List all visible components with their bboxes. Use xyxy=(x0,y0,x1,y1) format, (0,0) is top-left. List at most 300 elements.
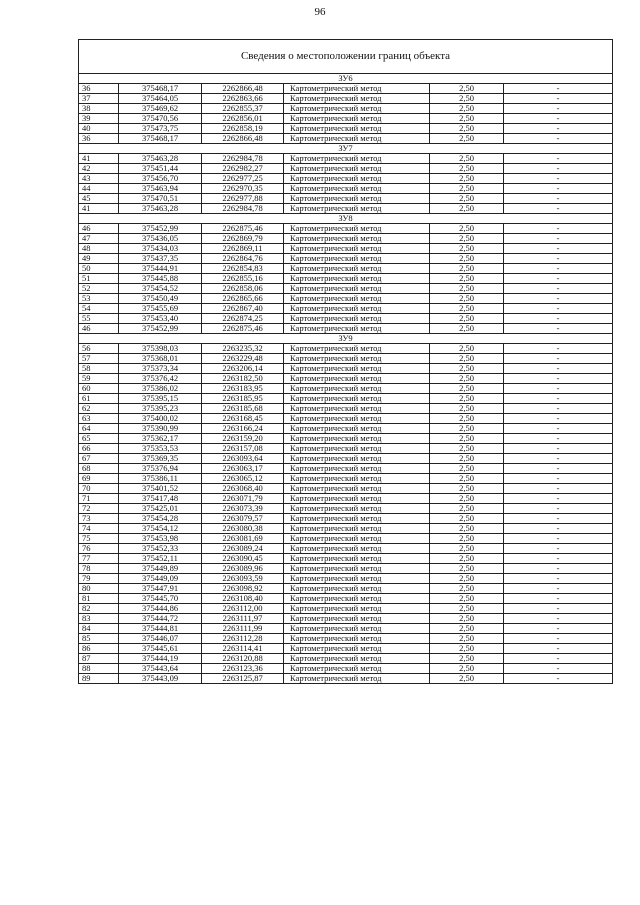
table-row xyxy=(79,424,613,434)
accuracy-cell: 2,50 xyxy=(430,554,504,564)
y-coordinate-cell: 2262970,35 xyxy=(202,184,284,194)
point-number-cell: 76 xyxy=(79,544,119,554)
table-row xyxy=(79,614,613,624)
table-row xyxy=(79,84,613,94)
point-number-cell: 47 xyxy=(79,234,119,244)
y-coordinate-cell: 2263125,87 xyxy=(202,674,284,684)
y-coordinate-cell: 2263157,08 xyxy=(202,444,284,454)
method-cell: Картометрический метод xyxy=(284,594,430,604)
method-cell: Картометрический метод xyxy=(284,424,430,434)
x-coordinate-cell: 375434,03 xyxy=(119,244,202,254)
table-row xyxy=(79,554,613,564)
accuracy-cell: 2,50 xyxy=(430,484,504,494)
description-cell: - xyxy=(504,634,613,644)
method-cell: Картометрический метод xyxy=(284,344,430,354)
accuracy-cell: 2,50 xyxy=(430,204,504,214)
point-number-cell: 67 xyxy=(79,454,119,464)
accuracy-cell: 2,50 xyxy=(430,404,504,414)
method-cell: Картометрический метод xyxy=(284,294,430,304)
description-cell: - xyxy=(504,514,613,524)
description-cell: - xyxy=(504,154,613,164)
description-cell: - xyxy=(504,434,613,444)
point-number-cell: 51 xyxy=(79,274,119,284)
y-coordinate-cell: 2262866,48 xyxy=(202,84,284,94)
point-number-cell: 68 xyxy=(79,464,119,474)
accuracy-cell: 2,50 xyxy=(430,354,504,364)
x-coordinate-cell: 375455,69 xyxy=(119,304,202,314)
method-cell: Картометрический метод xyxy=(284,444,430,454)
x-coordinate-cell: 375463,28 xyxy=(119,204,202,214)
description-cell: - xyxy=(504,394,613,404)
point-number-cell: 65 xyxy=(79,434,119,444)
table-row xyxy=(79,284,613,294)
y-coordinate-cell: 2263168,45 xyxy=(202,414,284,424)
y-coordinate-cell: 2263093,59 xyxy=(202,574,284,584)
y-coordinate-cell: 2262875,46 xyxy=(202,324,284,334)
table-row xyxy=(79,274,613,284)
description-cell: - xyxy=(504,324,613,334)
accuracy-cell: 2,50 xyxy=(430,234,504,244)
x-coordinate-cell: 375369,35 xyxy=(119,454,202,464)
accuracy-cell: 2,50 xyxy=(430,274,504,284)
description-cell: - xyxy=(504,274,613,284)
description-cell: - xyxy=(504,104,613,114)
description-cell: - xyxy=(504,584,613,594)
accuracy-cell: 2,50 xyxy=(430,194,504,204)
method-cell: Картометрический метод xyxy=(284,374,430,384)
accuracy-cell: 2,50 xyxy=(430,574,504,584)
y-coordinate-cell: 2262869,11 xyxy=(202,244,284,254)
method-cell: Картометрический метод xyxy=(284,274,430,284)
accuracy-cell: 2,50 xyxy=(430,394,504,404)
x-coordinate-cell: 375445,88 xyxy=(119,274,202,284)
description-cell: - xyxy=(504,194,613,204)
accuracy-cell: 2,50 xyxy=(430,244,504,254)
y-coordinate-cell: 2263229,48 xyxy=(202,354,284,364)
accuracy-cell: 2,50 xyxy=(430,94,504,104)
accuracy-cell: 2,50 xyxy=(430,414,504,424)
y-coordinate-cell: 2263112,28 xyxy=(202,634,284,644)
x-coordinate-cell: 375464,05 xyxy=(119,94,202,104)
x-coordinate-cell: 375386,02 xyxy=(119,384,202,394)
table-row xyxy=(79,184,613,194)
point-number-cell: 36 xyxy=(79,134,119,144)
point-number-cell: 42 xyxy=(79,164,119,174)
x-coordinate-cell: 375386,11 xyxy=(119,474,202,484)
accuracy-cell: 2,50 xyxy=(430,324,504,334)
point-number-cell: 46 xyxy=(79,224,119,234)
x-coordinate-cell: 375452,33 xyxy=(119,544,202,554)
y-coordinate-cell: 2262863,66 xyxy=(202,94,284,104)
table-row xyxy=(79,654,613,664)
accuracy-cell: 2,50 xyxy=(430,104,504,114)
point-number-cell: 84 xyxy=(79,624,119,634)
table-row xyxy=(79,674,613,684)
table-row xyxy=(79,104,613,114)
method-cell: Картометрический метод xyxy=(284,204,430,214)
group-header-row xyxy=(79,334,613,344)
accuracy-cell: 2,50 xyxy=(430,444,504,454)
accuracy-cell: 2,50 xyxy=(430,264,504,274)
method-cell: Картометрический метод xyxy=(284,584,430,594)
x-coordinate-cell: 375449,89 xyxy=(119,564,202,574)
method-cell: Картометрический метод xyxy=(284,234,430,244)
method-cell: Картометрический метод xyxy=(284,464,430,474)
group-header-row xyxy=(79,144,613,154)
table-row xyxy=(79,604,613,614)
point-number-cell: 58 xyxy=(79,364,119,374)
accuracy-cell: 2,50 xyxy=(430,614,504,624)
x-coordinate-cell: 375401,52 xyxy=(119,484,202,494)
accuracy-cell: 2,50 xyxy=(430,564,504,574)
method-cell: Картометрический метод xyxy=(284,564,430,574)
point-number-cell: 73 xyxy=(79,514,119,524)
accuracy-cell: 2,50 xyxy=(430,474,504,484)
point-number-cell: 80 xyxy=(79,584,119,594)
y-coordinate-cell: 2262977,25 xyxy=(202,174,284,184)
accuracy-cell: 2,50 xyxy=(430,524,504,534)
x-coordinate-cell: 375395,23 xyxy=(119,404,202,414)
point-number-cell: 87 xyxy=(79,654,119,664)
method-cell: Картометрический метод xyxy=(284,134,430,144)
point-number-cell: 49 xyxy=(79,254,119,264)
method-cell: Картометрический метод xyxy=(284,494,430,504)
accuracy-cell: 2,50 xyxy=(430,634,504,644)
y-coordinate-cell: 2263123,36 xyxy=(202,664,284,674)
x-coordinate-cell: 375463,28 xyxy=(119,154,202,164)
point-number-cell: 83 xyxy=(79,614,119,624)
x-coordinate-cell: 375454,12 xyxy=(119,524,202,534)
description-cell: - xyxy=(504,644,613,654)
accuracy-cell: 2,50 xyxy=(430,624,504,634)
x-coordinate-cell: 375444,91 xyxy=(119,264,202,274)
point-number-cell: 74 xyxy=(79,524,119,534)
description-cell: - xyxy=(504,614,613,624)
y-coordinate-cell: 2262869,79 xyxy=(202,234,284,244)
accuracy-cell: 2,50 xyxy=(430,544,504,554)
description-cell: - xyxy=(504,164,613,174)
x-coordinate-cell: 375398,03 xyxy=(119,344,202,354)
table-row xyxy=(79,194,613,204)
method-cell: Картометрический метод xyxy=(284,394,430,404)
accuracy-cell: 2,50 xyxy=(430,514,504,524)
accuracy-cell: 2,50 xyxy=(430,504,504,514)
x-coordinate-cell: 375353,53 xyxy=(119,444,202,454)
table-row xyxy=(79,384,613,394)
accuracy-cell: 2,50 xyxy=(430,364,504,374)
table-row xyxy=(79,474,613,484)
x-coordinate-cell: 375468,17 xyxy=(119,84,202,94)
description-cell: - xyxy=(504,234,613,244)
description-cell: - xyxy=(504,254,613,264)
point-number-cell: 36 xyxy=(79,84,119,94)
table-title-row xyxy=(79,40,613,74)
accuracy-cell: 2,50 xyxy=(430,584,504,594)
method-cell: Картометрический метод xyxy=(284,314,430,324)
point-number-cell: 72 xyxy=(79,504,119,514)
method-cell: Картометрический метод xyxy=(284,404,430,414)
y-coordinate-cell: 2263120,88 xyxy=(202,654,284,664)
x-coordinate-cell: 375444,81 xyxy=(119,624,202,634)
y-coordinate-cell: 2263185,95 xyxy=(202,394,284,404)
table-row xyxy=(79,304,613,314)
table-row xyxy=(79,374,613,384)
table-row xyxy=(79,94,613,104)
x-coordinate-cell: 375452,99 xyxy=(119,324,202,334)
point-number-cell: 70 xyxy=(79,484,119,494)
accuracy-cell: 2,50 xyxy=(430,594,504,604)
method-cell: Картометрический метод xyxy=(284,414,430,424)
y-coordinate-cell: 2263079,57 xyxy=(202,514,284,524)
accuracy-cell: 2,50 xyxy=(430,174,504,184)
table-row xyxy=(79,434,613,444)
accuracy-cell: 2,50 xyxy=(430,344,504,354)
table-row xyxy=(79,584,613,594)
point-number-cell: 50 xyxy=(79,264,119,274)
method-cell: Картометрический метод xyxy=(284,474,430,484)
method-cell: Картометрический метод xyxy=(284,124,430,134)
x-coordinate-cell: 375454,28 xyxy=(119,514,202,524)
accuracy-cell: 2,50 xyxy=(430,644,504,654)
y-coordinate-cell: 2262984,78 xyxy=(202,204,284,214)
accuracy-cell: 2,50 xyxy=(430,424,504,434)
method-cell: Картометрический метод xyxy=(284,384,430,394)
table-row xyxy=(79,564,613,574)
point-number-cell: 81 xyxy=(79,594,119,604)
table-row xyxy=(79,394,613,404)
x-coordinate-cell: 375469,62 xyxy=(119,104,202,114)
x-coordinate-cell: 375452,11 xyxy=(119,554,202,564)
y-coordinate-cell: 2263111,99 xyxy=(202,624,284,634)
table-row xyxy=(79,114,613,124)
accuracy-cell: 2,50 xyxy=(430,114,504,124)
point-number-cell: 86 xyxy=(79,644,119,654)
method-cell: Картометрический метод xyxy=(284,634,430,644)
group-header-row xyxy=(79,74,613,84)
description-cell: - xyxy=(504,114,613,124)
description-cell: - xyxy=(504,374,613,384)
table-row xyxy=(79,534,613,544)
table-row xyxy=(79,124,613,134)
group-name: ЗУ9 xyxy=(79,334,613,344)
x-coordinate-cell: 375444,19 xyxy=(119,654,202,664)
table-row xyxy=(79,204,613,214)
description-cell: - xyxy=(504,414,613,424)
table-row xyxy=(79,324,613,334)
description-cell: - xyxy=(504,504,613,514)
description-cell: - xyxy=(504,124,613,134)
accuracy-cell: 2,50 xyxy=(430,224,504,234)
point-number-cell: 57 xyxy=(79,354,119,364)
x-coordinate-cell: 375454,52 xyxy=(119,284,202,294)
table-row xyxy=(79,644,613,654)
x-coordinate-cell: 375376,42 xyxy=(119,374,202,384)
description-cell: - xyxy=(504,544,613,554)
x-coordinate-cell: 375447,91 xyxy=(119,584,202,594)
x-coordinate-cell: 375425,01 xyxy=(119,504,202,514)
accuracy-cell: 2,50 xyxy=(430,384,504,394)
x-coordinate-cell: 375373,34 xyxy=(119,364,202,374)
x-coordinate-cell: 375443,09 xyxy=(119,674,202,684)
x-coordinate-cell: 375390,99 xyxy=(119,424,202,434)
x-coordinate-cell: 375446,07 xyxy=(119,634,202,644)
x-coordinate-cell: 375449,09 xyxy=(119,574,202,584)
y-coordinate-cell: 2262858,06 xyxy=(202,284,284,294)
point-number-cell: 64 xyxy=(79,424,119,434)
point-number-cell: 59 xyxy=(79,374,119,384)
y-coordinate-cell: 2263114,41 xyxy=(202,644,284,654)
description-cell: - xyxy=(504,304,613,314)
y-coordinate-cell: 2263063,17 xyxy=(202,464,284,474)
method-cell: Картометрический метод xyxy=(284,184,430,194)
point-number-cell: 79 xyxy=(79,574,119,584)
accuracy-cell: 2,50 xyxy=(430,294,504,304)
y-coordinate-cell: 2263206,14 xyxy=(202,364,284,374)
method-cell: Картометрический метод xyxy=(284,484,430,494)
accuracy-cell: 2,50 xyxy=(430,454,504,464)
point-number-cell: 69 xyxy=(79,474,119,484)
method-cell: Картометрический метод xyxy=(284,244,430,254)
method-cell: Картометрический метод xyxy=(284,524,430,534)
table-row xyxy=(79,404,613,414)
x-coordinate-cell: 375417,48 xyxy=(119,494,202,504)
table-row xyxy=(79,484,613,494)
accuracy-cell: 2,50 xyxy=(430,604,504,614)
x-coordinate-cell: 375445,61 xyxy=(119,644,202,654)
table-row xyxy=(79,354,613,364)
y-coordinate-cell: 2263111,97 xyxy=(202,614,284,624)
table-row xyxy=(79,524,613,534)
x-coordinate-cell: 375470,51 xyxy=(119,194,202,204)
description-cell: - xyxy=(504,484,613,494)
description-cell: - xyxy=(504,594,613,604)
method-cell: Картометрический метод xyxy=(284,454,430,464)
method-cell: Картометрический метод xyxy=(284,614,430,624)
point-number-cell: 71 xyxy=(79,494,119,504)
y-coordinate-cell: 2263090,45 xyxy=(202,554,284,564)
y-coordinate-cell: 2262855,37 xyxy=(202,104,284,114)
x-coordinate-cell: 375468,17 xyxy=(119,134,202,144)
method-cell: Картометрический метод xyxy=(284,674,430,684)
point-number-cell: 46 xyxy=(79,324,119,334)
accuracy-cell: 2,50 xyxy=(430,374,504,384)
description-cell: - xyxy=(504,284,613,294)
accuracy-cell: 2,50 xyxy=(430,184,504,194)
accuracy-cell: 2,50 xyxy=(430,254,504,264)
point-number-cell: 77 xyxy=(79,554,119,564)
accuracy-cell: 2,50 xyxy=(430,464,504,474)
description-cell: - xyxy=(504,404,613,414)
method-cell: Картометрический метод xyxy=(284,264,430,274)
x-coordinate-cell: 375368,01 xyxy=(119,354,202,364)
group-name: ЗУ7 xyxy=(79,144,613,154)
description-cell: - xyxy=(504,84,613,94)
description-cell: - xyxy=(504,604,613,614)
description-cell: - xyxy=(504,264,613,274)
table-row xyxy=(79,464,613,474)
table-row xyxy=(79,294,613,304)
y-coordinate-cell: 2263159,20 xyxy=(202,434,284,444)
table-row xyxy=(79,314,613,324)
point-number-cell: 52 xyxy=(79,284,119,294)
method-cell: Картометрический метод xyxy=(284,554,430,564)
point-number-cell: 44 xyxy=(79,184,119,194)
point-number-cell: 61 xyxy=(79,394,119,404)
y-coordinate-cell: 2262854,83 xyxy=(202,264,284,274)
point-number-cell: 41 xyxy=(79,154,119,164)
y-coordinate-cell: 2263166,24 xyxy=(202,424,284,434)
y-coordinate-cell: 2262856,01 xyxy=(202,114,284,124)
accuracy-cell: 2,50 xyxy=(430,534,504,544)
y-coordinate-cell: 2263182,50 xyxy=(202,374,284,384)
method-cell: Картометрический метод xyxy=(284,174,430,184)
accuracy-cell: 2,50 xyxy=(430,434,504,444)
group-name: ЗУ8 xyxy=(79,214,613,224)
point-number-cell: 38 xyxy=(79,104,119,114)
x-coordinate-cell: 375463,94 xyxy=(119,184,202,194)
table-row xyxy=(79,544,613,554)
description-cell: - xyxy=(504,94,613,104)
accuracy-cell: 2,50 xyxy=(430,164,504,174)
table-row xyxy=(79,174,613,184)
description-cell: - xyxy=(504,244,613,254)
description-cell: - xyxy=(504,674,613,684)
x-coordinate-cell: 375395,15 xyxy=(119,394,202,404)
description-cell: - xyxy=(504,314,613,324)
description-cell: - xyxy=(504,424,613,434)
accuracy-cell: 2,50 xyxy=(430,674,504,684)
y-coordinate-cell: 2263089,24 xyxy=(202,544,284,554)
accuracy-cell: 2,50 xyxy=(430,664,504,674)
point-number-cell: 54 xyxy=(79,304,119,314)
point-number-cell: 89 xyxy=(79,674,119,684)
y-coordinate-cell: 2262977,88 xyxy=(202,194,284,204)
point-number-cell: 85 xyxy=(79,634,119,644)
table-row xyxy=(79,664,613,674)
method-cell: Картометрический метод xyxy=(284,154,430,164)
accuracy-cell: 2,50 xyxy=(430,654,504,664)
description-cell: - xyxy=(504,294,613,304)
accuracy-cell: 2,50 xyxy=(430,134,504,144)
method-cell: Картометрический метод xyxy=(284,644,430,654)
point-number-cell: 78 xyxy=(79,564,119,574)
x-coordinate-cell: 375453,40 xyxy=(119,314,202,324)
x-coordinate-cell: 375443,64 xyxy=(119,664,202,674)
point-number-cell: 62 xyxy=(79,404,119,414)
y-coordinate-cell: 2263065,12 xyxy=(202,474,284,484)
table-row xyxy=(79,444,613,454)
method-cell: Картометрический метод xyxy=(284,84,430,94)
method-cell: Картометрический метод xyxy=(284,164,430,174)
method-cell: Картометрический метод xyxy=(284,104,430,114)
table-row xyxy=(79,154,613,164)
y-coordinate-cell: 2262875,46 xyxy=(202,224,284,234)
method-cell: Картометрический метод xyxy=(284,574,430,584)
table-row xyxy=(79,134,613,144)
x-coordinate-cell: 375473,75 xyxy=(119,124,202,134)
description-cell: - xyxy=(504,364,613,374)
accuracy-cell: 2,50 xyxy=(430,284,504,294)
x-coordinate-cell: 375451,44 xyxy=(119,164,202,174)
method-cell: Картометрический метод xyxy=(284,654,430,664)
description-cell: - xyxy=(504,174,613,184)
x-coordinate-cell: 375452,99 xyxy=(119,224,202,234)
table-row xyxy=(79,224,613,234)
description-cell: - xyxy=(504,554,613,564)
method-cell: Картометрический метод xyxy=(284,324,430,334)
description-cell: - xyxy=(504,474,613,484)
x-coordinate-cell: 375376,94 xyxy=(119,464,202,474)
